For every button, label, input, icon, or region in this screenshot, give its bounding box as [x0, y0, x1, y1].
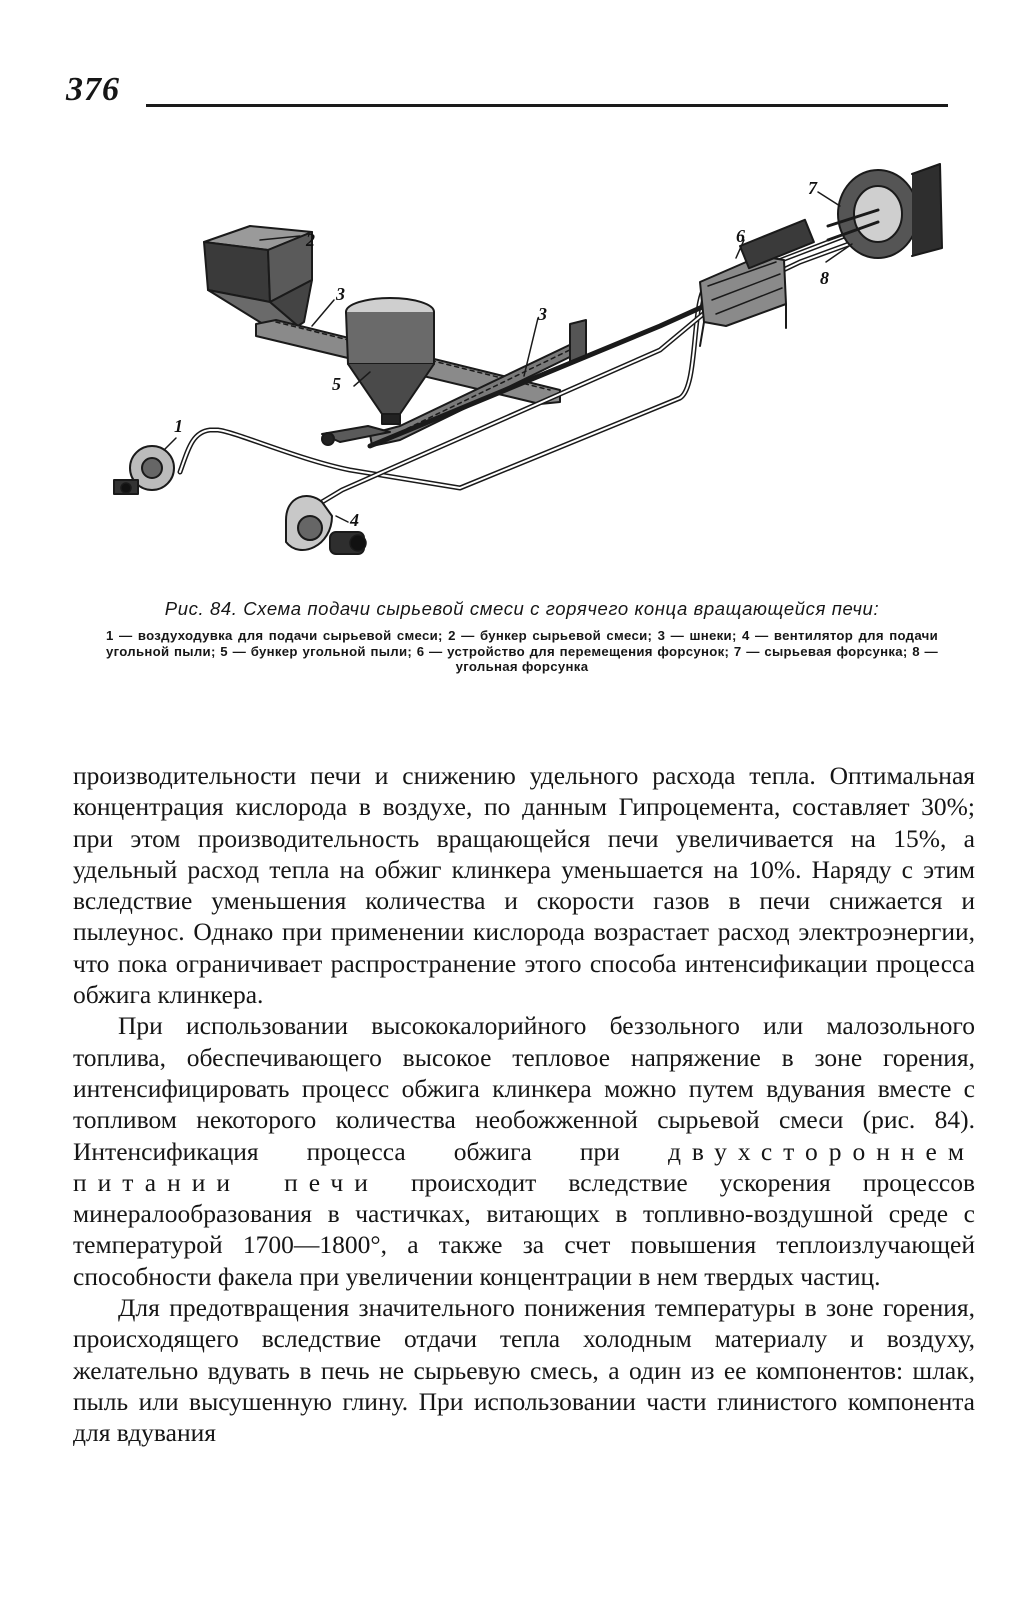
callout-3-left: 3: [336, 284, 345, 304]
paragraph-3: Для предотвращения значительного понижения температуры в зоне горения, происходящего вследствие отдачи тепла холодным материалу и воздуху, желательно вдувать в печь не сырьевую смесь, а один из ее компонентов: шлак, пыль или высушенную глину. При использовании части глинистого компонента для вдувания: [73, 1293, 975, 1448]
page-header: [66, 70, 948, 114]
caption-legend: 1 — воздуходувка для подачи сырьевой смеси; 2 — бункер сырьевой смеси; 3 — шнеки; 4 — вентилятор для подачи угольной пыли; 5 — бункер угольной пыли; 6 — устройство для перемещения форсунок; 7 — сырьевая форсунка; 8 — угольная форсунка: [106, 628, 938, 674]
page-number: 376: [66, 71, 120, 108]
callout-6: 6: [736, 226, 745, 246]
figure-84-diagram: [100, 150, 960, 590]
spaced-emphasis: двухстороннем питании печи: [73, 1136, 975, 1197]
callout-8: 8: [820, 268, 829, 288]
paragraph-2: [73, 1010, 975, 1292]
callout-1: 1: [174, 416, 183, 436]
callout-2: 2: [306, 230, 315, 250]
kiln-feed-schematic: [100, 150, 960, 590]
callout-3-right: 3: [538, 304, 547, 324]
callout-5: 5: [332, 374, 341, 394]
raw-mix-blower: [114, 446, 174, 494]
paragraph-2-end: происходит вследствие ускорения процессов минералообразования в частичках, витающих в топливно-воздушной среде с температурой 1700—1800°, а также за счет повышения теплоизлучающей способности факела при увеличении концентрации в нем твердых частиц.: [73, 1167, 975, 1291]
callout-4: 4: [350, 510, 359, 530]
header-rule: [146, 104, 948, 107]
body-text: [73, 760, 975, 1449]
figure-caption: [106, 598, 938, 675]
paragraph-1: производительности печи и снижению удельного расхода тепла. Оптимальная концентрация кислорода в воздухе, по данным Гипроцемента, составляет 30%; при этом производительность вращающейся печи увеличивается на 15%, а удельный расход тепла на обжиг клинкера уменьшается на 10%. Наряду с этим вследствие уменьшения количества и скорости газов в печи снижается и пылеунос. Однако при применении кислорода возрастает расход электроэнергии, что пока ограничивает распространение этого способа интенсификации процесса обжига клинкера.: [73, 761, 975, 1010]
burner-carriage: [700, 220, 814, 346]
paragraph-2-start: При использовании высококалорийного беззольного или малозольного топлива, обеспечивающего высокое тепловое напряжение в зоне горения, интенсифицировать процесс обжига клинкера можно путем вдувания вместе с топливом некоторого количества необожженной сырьевой смеси (рис. 84). Интенсификация процесса обжига при: [73, 1011, 975, 1166]
callout-7: 7: [808, 178, 817, 198]
caption-title: Рис. 84. Схема подачи сырьевой смеси с горячего конца вращающейся печи:: [164, 598, 880, 619]
raw-mix-hopper: [204, 226, 312, 332]
